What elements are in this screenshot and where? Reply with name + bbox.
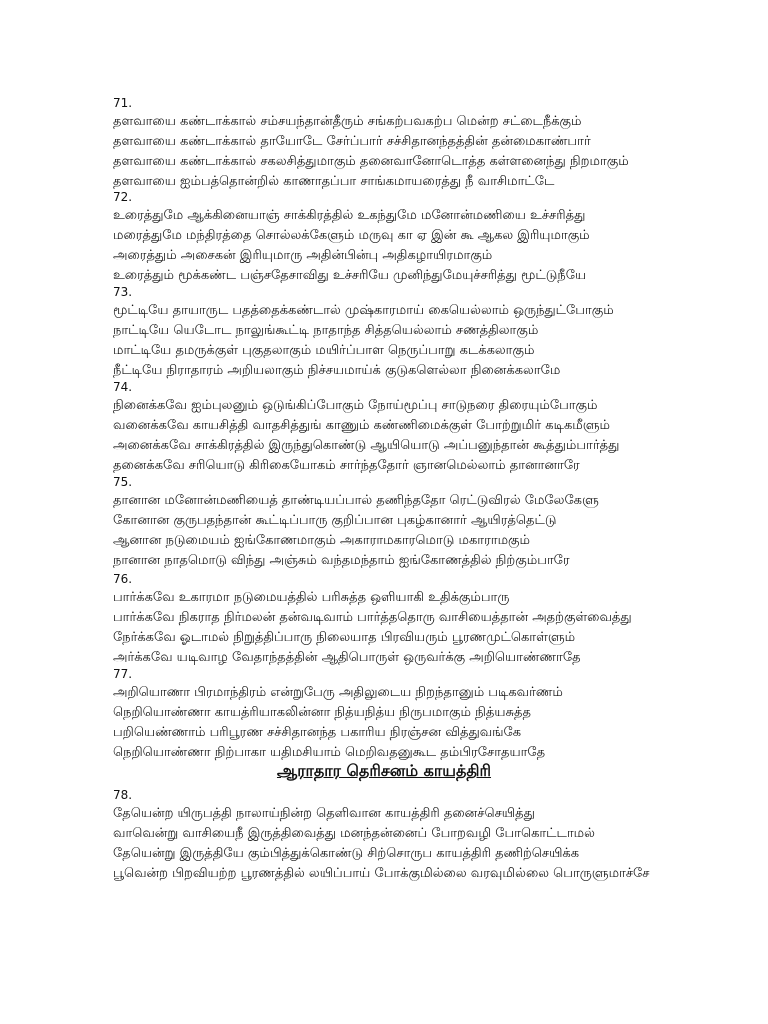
verse-line: மரைத்துமே மந்திரத்தை சொல்லக்கேளும் மருவு கா ஏ இன் கூ ஆகல இரியுமாகும்	[113, 228, 590, 243]
verse-line: நேர்க்கவே ஓடாமல் நிறுத்திப்பாரு நிலையாத பிரவியரும் பூரணமுட்கொள்ளும்	[113, 630, 576, 645]
verse-line: தனைக்கவே சரியொடு கிரிகையோகம் சார்ந்ததோர் ஞானமெல்லாம் தானானாரே	[113, 458, 580, 473]
verse-line: நீட்டியே நிராதாரம் அறியலாகும் நிச்சயமாய்க் குடுகளெல்லா நினைக்கலாமே	[113, 363, 561, 378]
verse-line: தளவாயை கண்டாக்கால் சம்சயந்தான்தீரும் சங்கற்பவகற்ப மென்ற சட்டைநீக்கும்	[113, 114, 582, 129]
verse-line: பூவென்ற பிறவியற்ற பூரணத்தில் லயிப்பாய் போக்குமில்லை வரவுமில்லை பொருளுமாச்சே	[113, 866, 650, 881]
verse-line: தளவாயை ஐம்பத்தொன்றில் காணாதப்பா சாங்கமாயரைத்து நீ வாசிமாட்டே	[113, 174, 555, 189]
verse-line: தேயென்று இருத்தியே கும்பித்துக்கொண்டு சிற்சொருப காயத்திரி தணிற்செயிக்க	[113, 846, 580, 861]
verse-number: 77.	[113, 667, 133, 681]
verse-number: 78.	[113, 788, 133, 802]
verse-number: 76.	[113, 572, 133, 586]
verse-line: தேயென்ற யிருபத்தி நாலாய்நின்ற தெளிவான காயத்திரி தனைச்செயித்து	[113, 806, 535, 821]
section-heading: ஆராதார தெரிசனம் காயத்திரி	[276, 761, 492, 780]
verse-line: அறியொணா பிரமாந்திரம் என்றுபேரு அதிலுடைய நிறந்தானும் படிகவர்ணம்	[113, 685, 563, 700]
verse-78	[113, 786, 658, 884]
verse-line: அனைக்கவே சாக்கிரத்தில் இருந்துகொண்டு ஆயியொடு அப்பனுந்தான் கூத்தும்பார்த்து	[113, 438, 620, 453]
verse-75	[113, 473, 658, 571]
verse-line: வனைக்கவே காயசித்தி வாதசித்துங் காணும் கண்ணிமைக்குள் போற்றுமிர் கடிகமீளும்	[113, 418, 611, 433]
verse-line: உரைத்தும் மூக்கண்ட பஞ்சதேசாவிது உச்சரியே முனிந்துமேயுச்சரித்து மூட்டுநீயே	[113, 268, 587, 283]
verse-line: அர்க்கவே யடிவாழ வேதாந்தத்தின் ஆதிபொருள் ஒருவர்க்கு அறியொண்ணாதே	[113, 650, 581, 665]
verse-number: 71.	[113, 96, 133, 110]
verse-line: அரைத்தும் அசைகன் இரியுமாரு அதின்பின்பு அதிகழாயிரமாகும்	[113, 248, 493, 263]
verse-74	[113, 378, 658, 476]
verse-line: உரைத்துமே ஆக்கினையாஞ் சாக்கிரத்தில் உகந்துமே மனோன்மணியை உச்சரித்து	[113, 208, 586, 223]
verse-line: தானான மனோன்மணியைத் தாண்டியப்பால் தணிந்ததோ ரெட்டுவிரல் மேலேகேளு	[113, 493, 599, 508]
verse-76	[113, 570, 658, 668]
verse-line: நானான நாதமொடு விந்து அஞ்சும் வந்தமந்தாம் ஐங்கோணத்தில் நிற்கும்பாரே	[113, 553, 570, 568]
verse-line: மூட்டியே தாயாருட பதத்தைக்கண்டால் முஷ்காரமாய் கையெல்லாம் ஒருந்துட்போகும்	[113, 303, 614, 318]
verse-72	[113, 188, 658, 286]
verse-line: பார்க்கவே நிகராத நிர்மலன் தன்வடிவாம் பார்த்ததொரு வாசியைத்தான் அதற்குள்வைத்து	[113, 610, 632, 625]
verse-number: 72.	[113, 190, 133, 204]
verse-line: பறியெண்ணாம் பரிபூரண சச்சிதானந்த பகாரிய நிரஞ்சன வித்துவங்கே	[113, 725, 522, 740]
verse-line: தளவாயை கண்டாக்கால் சகலசித்துமாகும் தனைவானோடொத்த கள்ளனைந்து நிறமாகும்	[113, 154, 629, 169]
verse-number: 74.	[113, 380, 133, 394]
verse-77	[113, 665, 658, 763]
verse-number: 73.	[113, 285, 133, 299]
verse-number: 75.	[113, 475, 133, 489]
verse-line: ஆனான நடுமையம் ஐங்கோணமாகும் அகாராமகாரமொடு மகாராமகும்	[113, 533, 530, 548]
verse-line: மாட்டியே தமருக்குள் புகுதலாகும் மயிர்ப்பாள நெருப்பாறு கடக்கலாகும்	[113, 343, 535, 358]
verse-line: நாட்டியே யெடோட நாலுங்கூட்டி நாதாந்த சித்தயெல்லாம் சணத்திலாகும்	[113, 323, 539, 338]
verse-line: நெறியொண்ணா நிற்பாகா யதிமசியாம் மெறிவதனுகூட தம்பிரசோதயாதே	[113, 745, 546, 760]
verse-line: தளவாயை கண்டாக்கால் தாயோடே சேர்ப்பார் சச்சிதானந்தத்தின் தன்மைகாண்பார்	[113, 134, 591, 149]
verse-line: கோனான குருபதந்தான் கூட்டிப்பாரு குறிப்பான புகழ்கானார் ஆயிரத்தெட்டு	[113, 513, 557, 528]
verse-line: நினைக்கவே ஐம்புலனும் ஒடுங்கிப்போகும் நோய்மூப்பு சாடுநரை திரையும்போகும்	[113, 398, 598, 413]
verse-line: வாவென்று வாசியைநீ இருத்திவைத்து மனந்தன்னைப் போறவழி போகொட்டாமல்	[113, 826, 595, 841]
verse-line: நெறியொண்ணா காயத்ரியாகலின்னா நித்யநித்ய நிருபமாகும் நித்யசுத்த	[113, 705, 531, 720]
verse-line: பார்க்கவே உகாரமா நடுமையத்தில் பரிசுத்த ஒளியாகி உதிக்கும்பாரு	[113, 590, 510, 605]
verse-71	[113, 94, 658, 192]
verse-73	[113, 283, 658, 381]
